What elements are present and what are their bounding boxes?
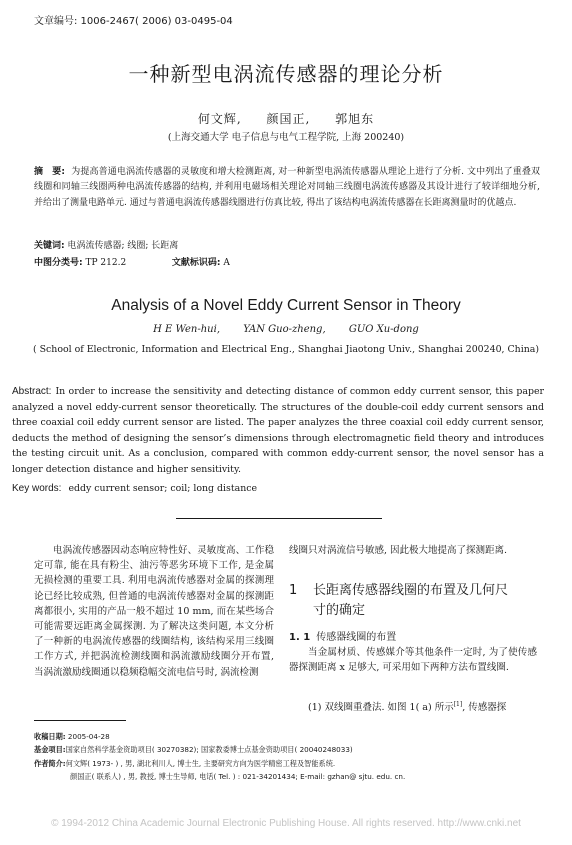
subsection-1-1-title: 传感器线圈的布置: [316, 632, 397, 643]
footnote-fund: [34, 743, 540, 756]
english-authors: [0, 324, 572, 335]
author-en-3: GUO Xu-dong: [348, 324, 419, 335]
english-affiliation: ( School of Electronic, Information and Electrical Eng., Shanghai Jiaotong Univ., Shanghai 200240, China): [33, 344, 539, 355]
english-abstract-label: Abstract:: [12, 386, 52, 397]
body-right-paragraph-3-text: (1) 双线圈重叠法. 如图 1( a) 所示: [308, 702, 454, 714]
english-keywords: [12, 483, 257, 494]
chinese-keywords-text: 电涡流传感器; 线圈; 长距离: [67, 241, 179, 251]
body-right-paragraph-2: 当金属材质、传感媒介等其他条件一定时, 为了使传感器探测距离 x 足够大, 可采用如下两种方法布置线圈.: [289, 647, 537, 674]
section-1-title-line1: 长距离传感器线圈的布置及几何尺: [313, 583, 509, 598]
body-right-paragraph-3-tail: , 传感器探: [462, 702, 507, 714]
fund-text: 国家自然科学基金资助项目( 30270382); 国家教委博士点基金资助项目( 20040248033): [65, 745, 353, 755]
english-title: Analysis of a Novel Eddy Current Sensor in Theory: [111, 297, 461, 314]
chinese-abstract-label: 摘 要:: [34, 167, 66, 177]
chinese-title: 一种新型电涡流传感器的理论分析: [128, 62, 444, 86]
footnote-rule: [34, 720, 126, 721]
classification-line: [34, 255, 230, 268]
subsection-1-1-number: 1. 1: [289, 632, 311, 643]
citation-ref: [1]: [453, 701, 463, 708]
author-en-2: YAN Guo-zheng,: [243, 324, 326, 335]
english-abstract-text: In order to increase the sensitivity and detecting distance of common eddy current sensor, this paper analyzed a novel eddy-current sensor theoretically. The structures of the double-coil eddy current sensors and three coaxial coil eddy current sensor are listed. The paper analyzes the three coaxial coil eddy current sensor, deducts the method of designing the sensor’s dimensions through electromagnetic field theory and introduces the testing circuit unit. As a conclusion, compared with common eddy-current sensor, the novel sensor has a longer detection distance and higher sensitivity.: [12, 386, 544, 475]
clc-value: TP 212.2: [85, 258, 127, 268]
author-en-1: H E Wen-hui,: [153, 324, 220, 335]
copyright-watermark: © 1994-2012 China Academic Journal Electronic Publishing House. All rights reserved. http://www.cnki.net: [51, 818, 521, 829]
section-divider: [176, 518, 382, 519]
body-right-paragraph-3: [289, 697, 537, 715]
english-keywords-text: eddy current sensor; coil; long distance: [68, 483, 258, 494]
section-1-number: 1: [289, 583, 298, 598]
section-1-heading: [289, 581, 508, 621]
author-cn-3: 郭旭东: [335, 112, 375, 126]
english-keywords-label: Key words:: [12, 483, 62, 494]
chinese-keywords-label: 关键词:: [34, 241, 65, 251]
author-bio-1: 何文辉( 1973- ) , 男, 湖北利川人, 博士生, 主要研究方向为医学精密工程及智能系统.: [65, 758, 336, 768]
author-bio-label: 作者简介:: [34, 758, 66, 768]
chinese-keywords: [34, 238, 178, 251]
received-date: 2005-04-28: [67, 732, 110, 741]
author-bio-2: 颜国正( 联系人) , 男, 教授, 博士生导师, 电话( Tel. ) : 021-34201434; E-mail: gzhan@ sjtu. edu. cn.: [70, 772, 406, 782]
subsection-1-1-heading: [289, 628, 396, 643]
chinese-affiliation: (上海交通大学 电子信息与电气工程学院, 上海 200240): [167, 132, 405, 143]
footnote-author: [34, 757, 540, 770]
author-cn-2: 颜国正,: [266, 112, 311, 126]
fund-label: 基金项目:: [34, 745, 66, 755]
article-number: 文章编号: 1006-2467( 2006) 03-0495-04: [34, 16, 233, 27]
chinese-authors: [0, 110, 572, 127]
author-cn-1: 何文辉,: [197, 112, 242, 126]
chinese-abstract-text: 为提高普通电涡流传感器的灵敏度和增大检测距离, 对一种新型电涡流传感器从理论上进行了分析. 文中列出了重叠双线圈和同轴三线圈两种电涡流传感器的结构, 并利用电磁场相关理论对同轴三线圈电涡流传感器及其设计进行了较详细地分析, 并给出了测量电路单元. 通过与普通电涡流传感器线圈进行仿真比较, 得出了该结构电涡流传感器在长距离测量时的优越点.: [34, 167, 540, 208]
footnote-received: [34, 730, 540, 743]
doc-code-label: 文献标识码:: [171, 258, 221, 268]
doc-code-value: A: [223, 258, 230, 268]
footnotes: [34, 730, 540, 784]
chinese-abstract: [34, 165, 540, 211]
body-right-paragraph-1: 线圈只对涡流信号敏感, 因此极大地提高了探测距离.: [289, 545, 508, 556]
received-label: 收稿日期:: [34, 732, 66, 741]
english-abstract: [12, 384, 544, 478]
body-left-column: 电涡流传感器因动态响应特性好、灵敏度高、工作稳定可靠, 能在具有粉尘、油污等恶劣环境下工作, 是金属无损检测的重要工具. 利用电涡流传感器对金属的探测理论已经比较成熟, 但普通的电涡流传感器对金属的探测距离都很小, 实用的产品一般不超过 10 mm, 而在某些场合可能需要远距离金属探测. 为了解决这类问题, 本文分析了一种新的电涡流传感器的线圈结构, 该结构采用三线圈工作方式, 并把涡流检测线圈和涡流激励线圈分开布置, 当涡流激励线圈通以稳频稳幅交流电信号时, 涡流检测: [34, 545, 274, 678]
clc-label: 中图分类号:: [34, 258, 83, 268]
section-1-title-line2: 寸的确定: [313, 603, 366, 618]
